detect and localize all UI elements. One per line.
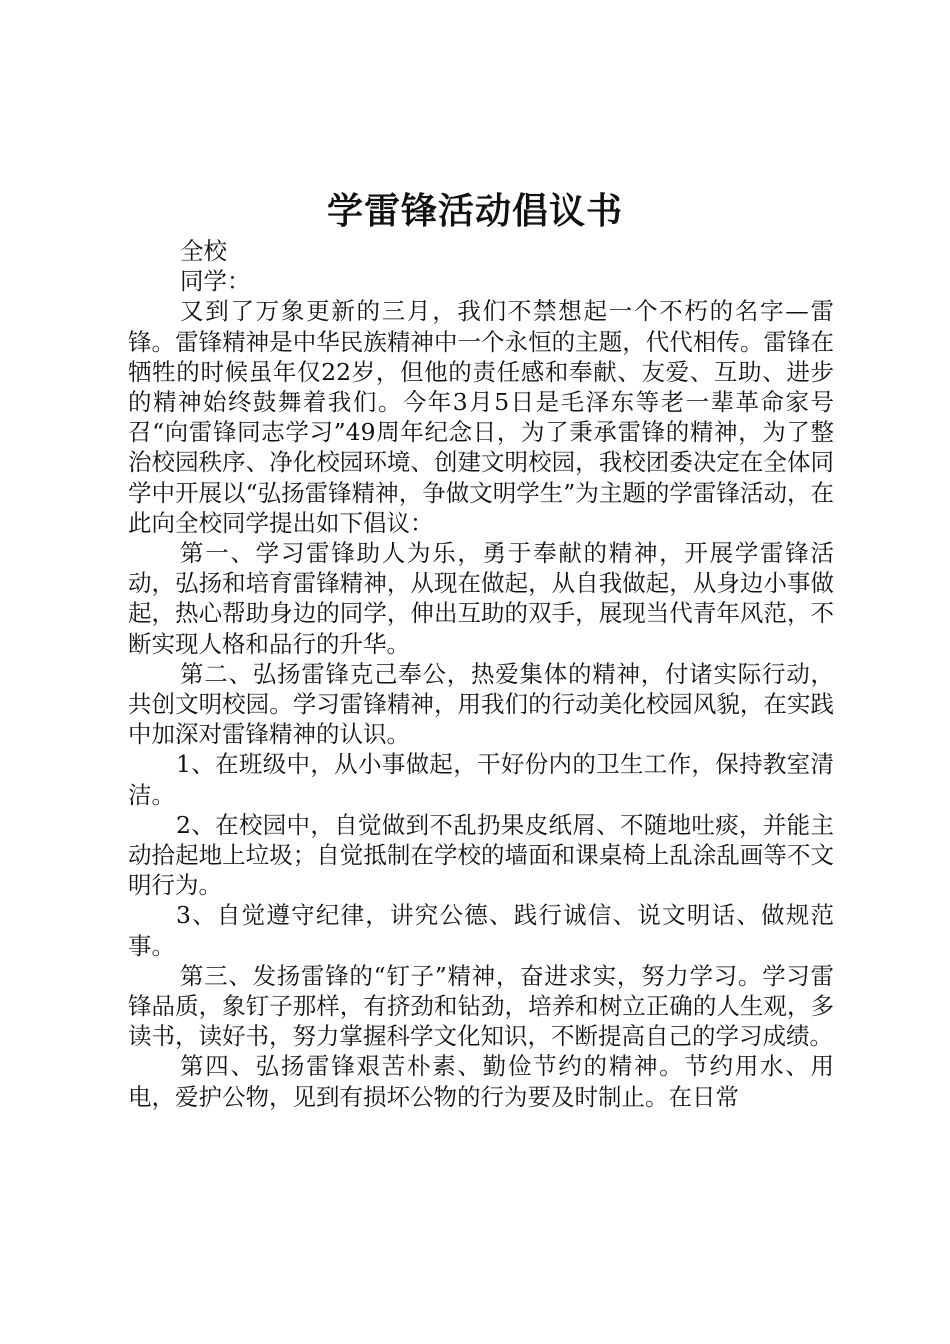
document-title: 学雷锋活动倡议书 bbox=[326, 191, 623, 232]
paragraph-fourth: 第四、弘扬雷锋艰苦朴素、勤俭节约的精神。节约用水、用电，爱护公物，见到有损坏公物的行为要及时制止。在日常 bbox=[128, 1052, 834, 1111]
paragraph-item-3: 3、自觉遵守纪律，讲究公德、践行诚信、说文明话、做规范事。 bbox=[128, 901, 834, 960]
paragraph-item-2: 2、在校园中，自觉做到不乱扔果皮纸屑、不随地吐痰，并能主动拾起地上垃圾；自觉抵制在学校的墙面和课桌椅上乱涂乱画等不文明行为。 bbox=[128, 810, 834, 900]
paragraph-second: 第二、弘扬雷锋克己奉公，热爱集体的精神，付诸实际行动，共创文明校园。学习雷锋精神，用我们的行动美化校园风貌，在实践中加深对雷锋精神的认识。 bbox=[128, 659, 834, 749]
paragraph-item-1: 1、在班级中，从小事做起，干好份内的卫生工作，保持教室清洁。 bbox=[128, 750, 834, 809]
paragraph-first: 第一、学习雷锋助人为乐，勇于奉献的精神，开展学雷锋活动，弘扬和培育雷锋精神，从现在做起，从自我做起，从身边小事做起，热心帮助身边的同学，伸出互助的双手，展现当代青年风范，不断实现人格和品行的升华。 bbox=[128, 539, 834, 658]
document-body bbox=[128, 236, 834, 1112]
salutation-line-2: 同学： bbox=[180, 267, 251, 296]
salutation-line-1: 全校 bbox=[180, 237, 227, 265]
paragraph-intro: 又到了万象更新的三月，我们不禁想起一个不朽的名字—雷锋。雷锋精神是中华民族精神中一个永恒的主题，代代相传。雷锋在牺牲的时候虽年仅22岁，但他的责任感和奉献、友爱、互助、进步的精神始终鼓舞着我们。今年3月5日是毛泽东等老一辈革命家号召“向雷锋同志学习”49周年纪念日，为了秉承雷锋的精神，为了整治校园秩序、净化校园环境、创建文明校园，我校团委决定在全体同学中开展以“弘扬雷锋精神，争做文明学生”为主题的学雷锋活动，在此向全校同学提出如下倡议： bbox=[128, 297, 834, 537]
paragraph-third: 第三、发扬雷锋的“钉子”精神，奋进求实，努力学习。学习雷锋品质，象钉子那样，有挤劲和钻劲，培养和树立正确的人生观，多读书，读好书，努力掌握科学文化知识，不断提高自己的学习成绩。 bbox=[128, 961, 834, 1051]
